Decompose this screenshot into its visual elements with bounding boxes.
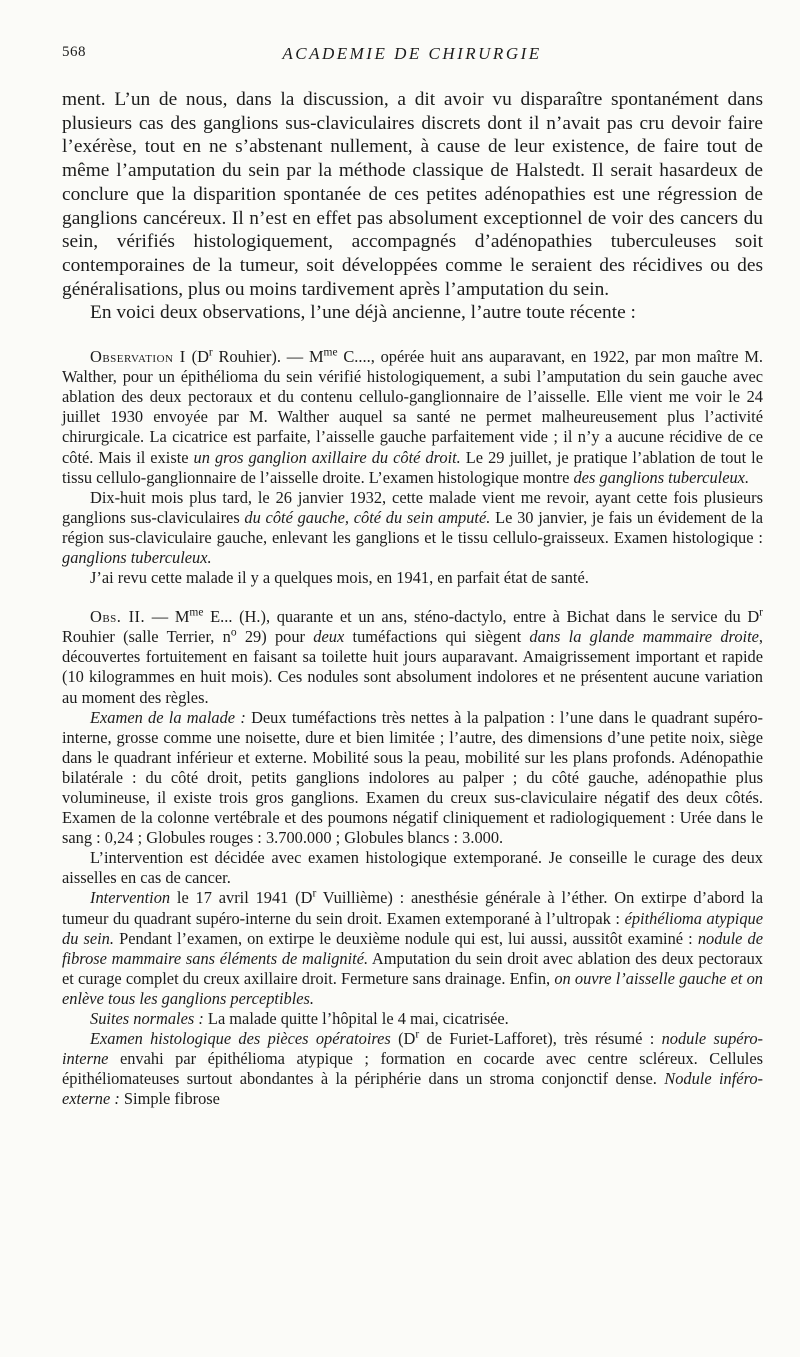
section-gap	[62, 588, 763, 607]
emphasis: des ganglions tuberculeux.	[573, 467, 750, 487]
observation-1-followup: Dix-huit mois plus tard, le 26 janvier 1932, cette malade vient me revoir, ayant cette fois plusieurs ganglions sus-claviculaires du côté gauche, côté du sein amputé. Le 30 janvier, je fais un évidement de la région sus-claviculaire gauche, enlevant les ganglions et le tissu cellulo-graisseux. Examen histologique : ganglions tuberculeux.	[62, 487, 763, 567]
intro-transition: En voici deux observations, l’une déjà ancienne, l’autre toute récente :	[90, 302, 636, 324]
running-head: ACADEMIE DE CHIRURGIE	[282, 44, 542, 63]
observation-1-outcome: J’ai revu cette malade il y a quelques mois, en 1941, en parfait état de santé.	[90, 568, 589, 588]
subheading: Examen de la malade :	[90, 707, 246, 727]
clinical-exam-paragraph: Examen de la malade : Deux tuméfactions très nettes à la palpation : l’une dans le quadrant supéro-interne, grosse comme une noisette, dure et bien limitée ; l’autre, des dimensions d’une petite noix, siège dans le quadrant inférieur et externe. Mobilité sous la peau, mobilité sur les plans profonds. Adénopathie bilatérale : du côté droit, petits ganglions indolores au palper ; du côté gauche, adénopathie plus volumineuse, il existe trois gros ganglions. Examen du creux sus-claviculaire négatif des deux côtés. Examen de la colonne vertébrale et des poumons négatif cliniquement et radiologiquement : Urée dans le sang : 0,24 ; Globules rouges : 3.700.000 ; Globules blancs : 3.000.	[62, 707, 764, 848]
subheading: Examen histologique des pièces opératoires	[90, 1029, 391, 1049]
emphasis: dans la glande mammaire droite	[529, 627, 759, 647]
observation-2-heading: Obs. II.	[90, 607, 146, 627]
subheading: Intervention	[90, 888, 171, 908]
emphasis: ganglions tuberculeux.	[62, 547, 212, 567]
postop-paragraph: Suites normales : La malade quitte l’hôpital le 4 mai, cicatrisée.	[90, 1009, 509, 1029]
observation-2-paragraph: Obs. II. — $M^{me}$ E... (H.), quarante et un ans, sténo-dactylo, entre à Bichat dans le service du $D^r$ Rouhier (salle Terrier, $n^o$ 29) pour deux tuméfactions qui siègent dans la glande mammaire droite, découvertes fortuitement en faisant sa toilette huit jours auparavant. Amaigrissement important et rapide (10 kilogrammes en huit mois). Ces nodules sont absolument indolores et ne présentent aucune variation au moment des règles.	[62, 606, 764, 707]
page-number: 568	[62, 44, 86, 60]
subheading: Suites normales :	[90, 1009, 204, 1029]
decision-paragraph: L’intervention est décidée avec examen histologique extemporané. Je conseille le curage des deux aisselles en cas de cancer.	[62, 848, 763, 888]
observation-1-heading: Observation I	[90, 347, 186, 367]
emphasis: nodule supéro-interne	[62, 1029, 763, 1069]
section-gap	[62, 325, 763, 347]
emphasis: Nodule inféro-externe :	[62, 1069, 763, 1109]
emphasis: du côté gauche, côté du sein amputé.	[244, 507, 491, 527]
emphasis: deux	[313, 627, 345, 647]
histology-paragraph: Examen histologique des pièces opératoires ($D^r$ de Furiet-Lafforet), très résumé : nodule supéro-interne envahi par épithélioma atypique ; formation en cocarde avec centre scléreux. Cellules épithéliomateuses surtout abondantes à la périphérie dans un stroma conjonctif dense. Nodule inféro-externe : Simple fibrose	[62, 1028, 763, 1109]
intervention-paragraph: Intervention le 17 avril 1941 ($D^r$ Vuillième) : anesthésie générale à l’éther. On extirpe d’abord la tumeur du quadrant supéro-interne du sein droit. Examen extemporané à l’ultropak : épithélioma atypique du sein. Pendant l’examen, on extirpe le deuxième nodule qui est, lui aussi, aussitôt examiné : nodule de fibrose mammaire sans éléments de malignité. Amputation du sein droit avec ablation des deux pectoraux et curage complet du creux axillaire droit. Fermeture sans drainage. Enfin, on ouvre l’aisselle gauche et on enlève tous les ganglions perceptibles.	[62, 888, 763, 1008]
emphasis: on ouvre l’aisselle gauche et on enlève tous les ganglions perceptibles.	[62, 968, 763, 1008]
emphasis: un gros ganglion axillaire du côté droit.	[193, 447, 461, 467]
emphasis: épithélioma atypique du sein.	[62, 908, 763, 948]
emphasis: nodule de fibrose mammaire sans éléments de malignité.	[62, 928, 763, 968]
page-header	[62, 44, 762, 68]
intro-paragraph: ment. L’un de nous, dans la discussion, a dit avoir vu disparaître spontanément dans plusieurs cas des ganglions sus-claviculaires discrets dont il n’avait pas cru devoir faire l’exérèse, tout en ne s’abstenant nullement, à cause de leur existence, de faire tout de même l’amputation du sein par la méthode classique de Halstedt. Il serait hasardeux de conclure que la disparition spontanée de ces petites adénopathies est une régression de ganglions cancéreux. Il n’est en effet pas absolument exceptionnel de voir des cancers du sein, vérifiés histologiquement, accompagnés d’adénopathies tuberculeuses soit contemporaines de la tumeur, soit développées comme le seraient des récidives ou des généralisations, plus ou moins tardivement après l’amputation du sein.	[62, 89, 763, 300]
body-text	[62, 88, 763, 1110]
observation-1-paragraph: Observation I ($D^r$ Rouhier). — $M^{me}$ C...., opérée huit ans auparavant, en 1922, par mon maître M. Walther, pour un épithélioma du sein vérifié histologiquement, a subi l’amputation du sein gauche avec ablation des deux pectoraux et du contenu cellulo-ganglionnaire de l’aisselle. Elle vient me voir le 24 juillet 1930 envoyée par M. Walther auquel sa santé ne permet malheureusement plus l’activité chirurgicale. La cicatrice est parfaite, l’aisselle gauche parfaitement vide ; il n’y a aucune récidive de ce côté. Mais il existe un gros ganglion axillaire du côté droit. Le 29 juillet, je pratique l’ablation de tout le tissu cellulo-ganglionnaire de l’aisselle droite. L’examen histologique montre des ganglions tuberculeux.	[62, 346, 763, 487]
